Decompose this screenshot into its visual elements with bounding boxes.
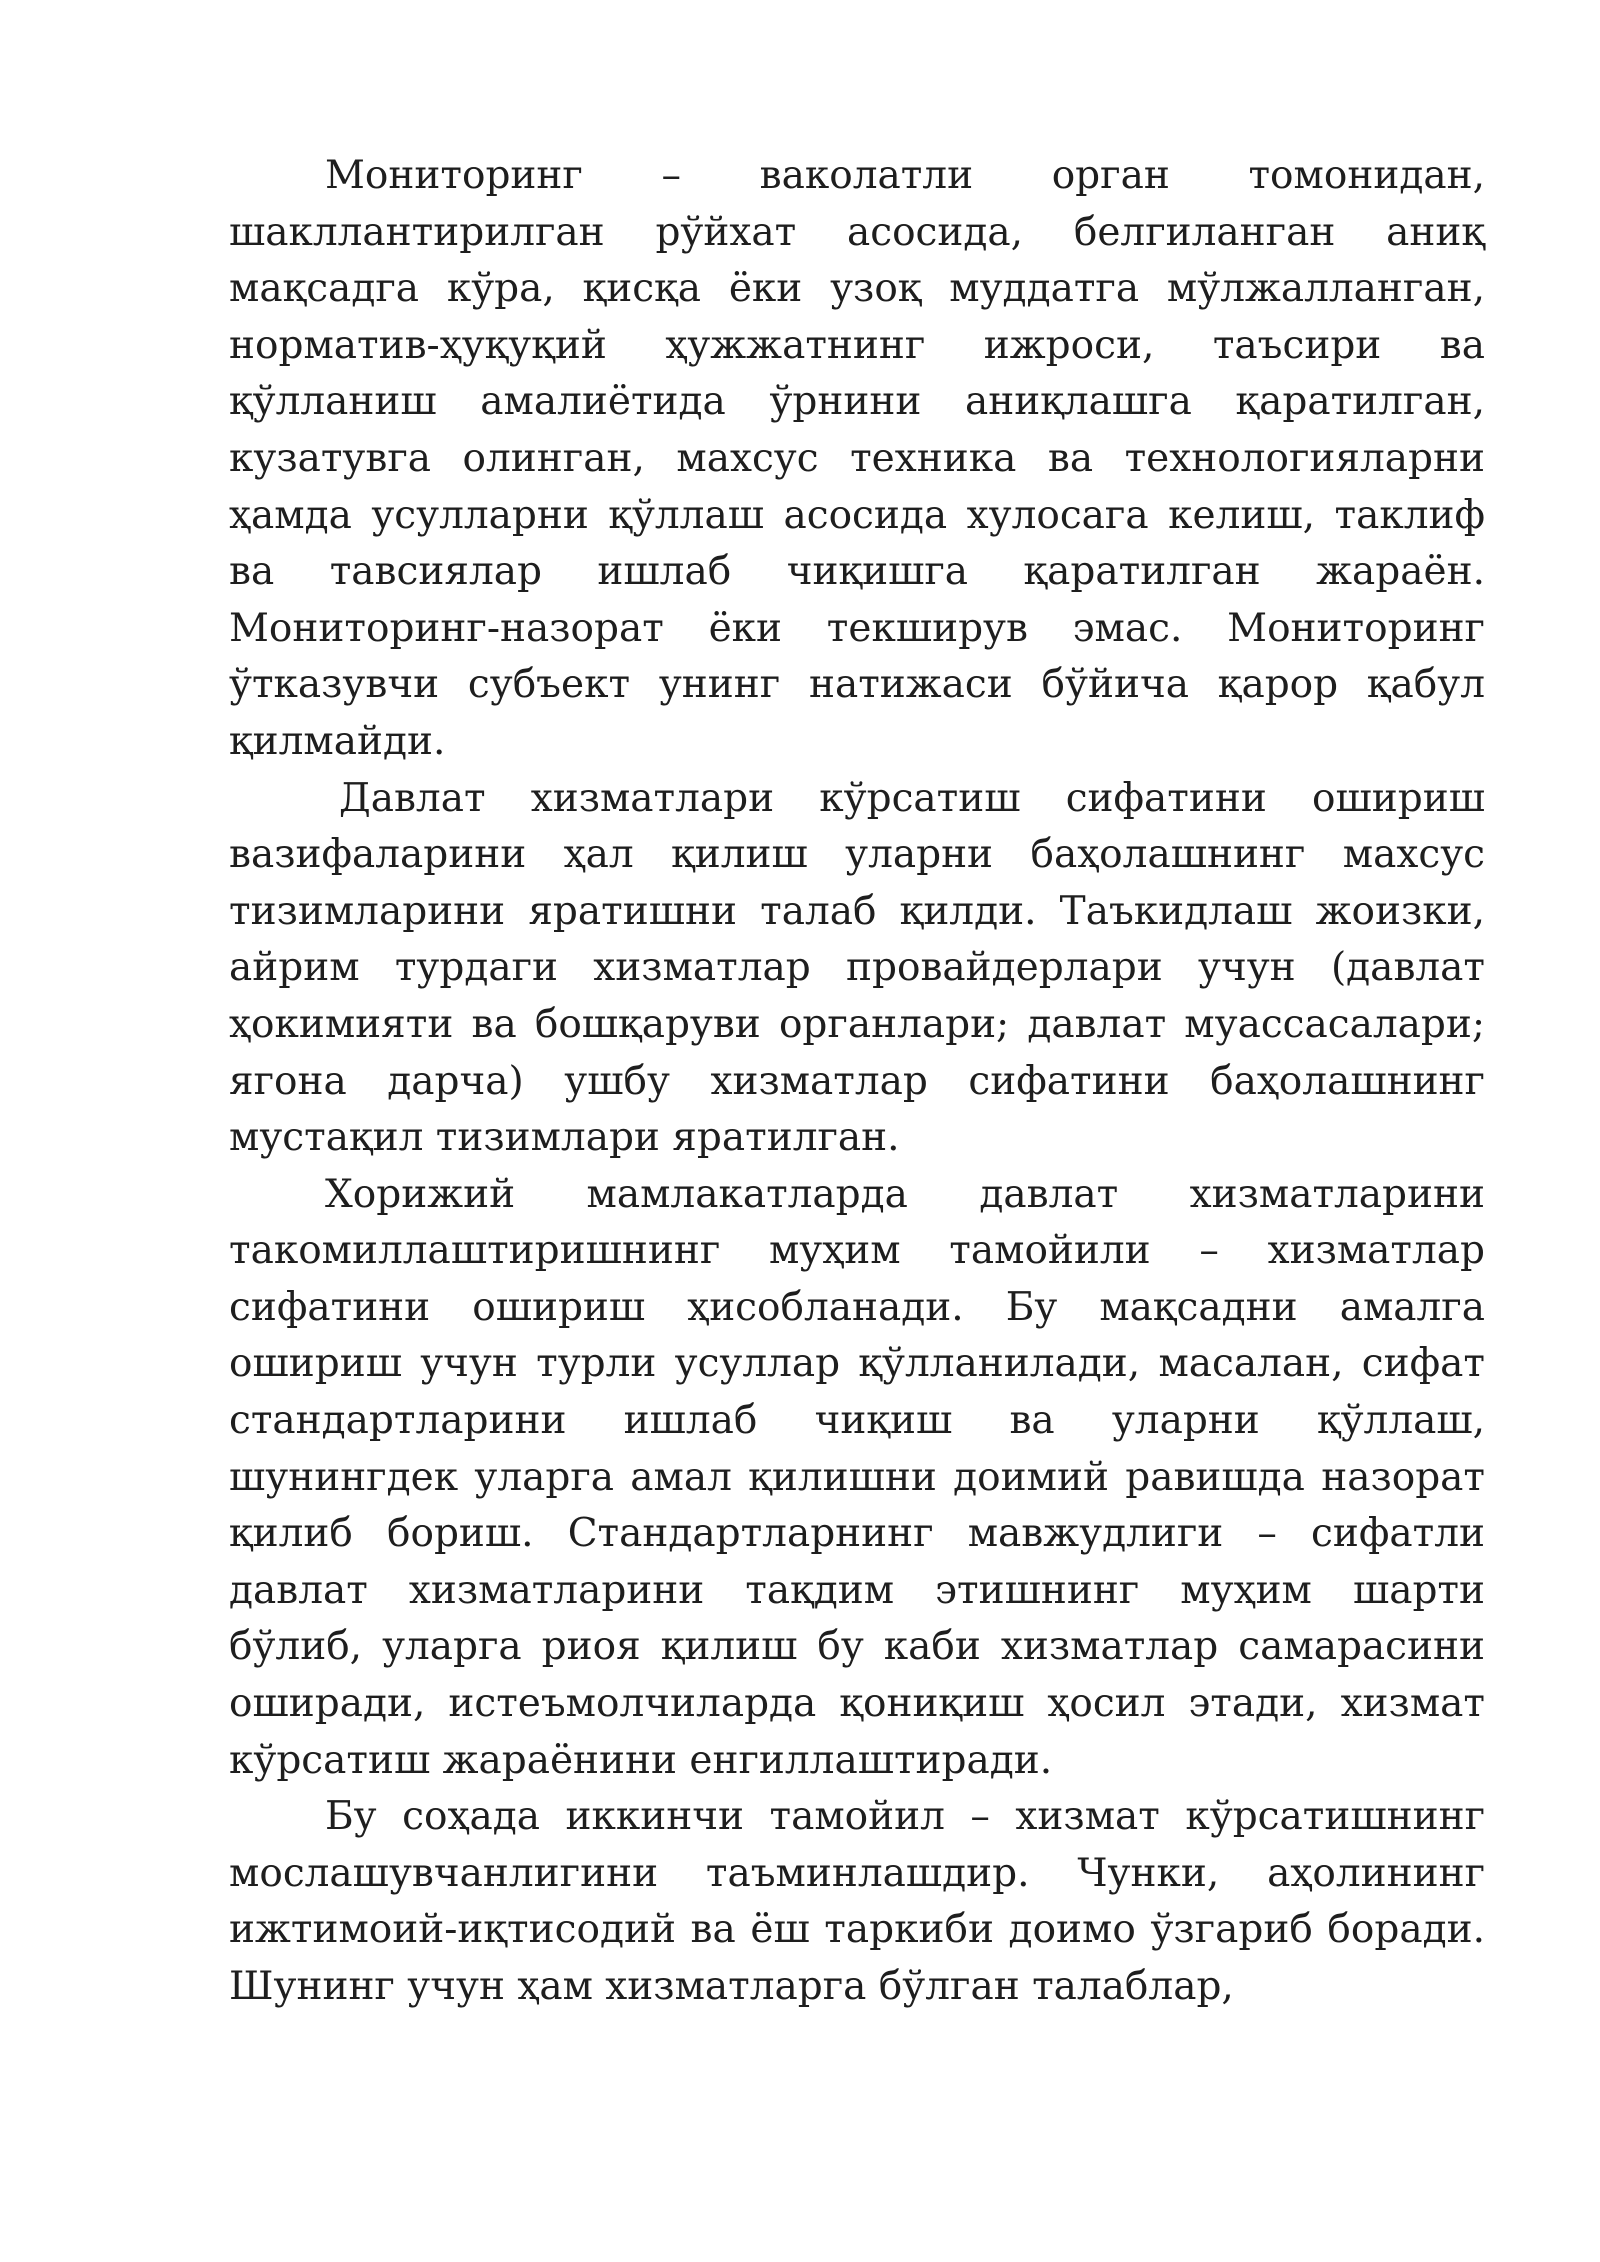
document-body bbox=[229, 148, 1485, 2016]
paragraph-monitoring-definition: Мониторинг – ваколатли орган томонидан, шакллантирилган рўйхат асосида, белгиланган аниқ мақсадга кўра, қисқа ёки узоқ муддатга мўлжалланган, норматив-ҳуқуқий ҳужжатнинг ижроси, таъсири ва қўлланиш амалиётида ўрнини аниқлашга қаратилган, кузатувга олинган, махсус техника ва технологияларни ҳамда усулларни қўллаш асосида хулосага келиш, таклиф ва тавсиялар ишлаб чиқишга қаратилган жараён. Мониторинг-назорат ёки текширув эмас. Мониторинг ўтказувчи субъект унинг натижаси бўйича қарор қабул қилмайди. bbox=[229, 153, 1485, 764]
paragraph-second-principle: Бу соҳада иккинчи тамойил – хизмат кўрсатишнинг мослашувчанлигини таъминлашдир. Чунки, аҳолининг ижтимоий-иқтисодий ва ёш таркиби доимо ўзгариб боради. Шунинг учун ҳам хизматларга бўлган талаблар, bbox=[229, 1794, 1485, 2009]
paragraph-service-quality-systems: Давлат хизматлари кўрсатиш сифатини ошириш вазифаларини ҳал қилиш уларни баҳолашнинг махсус тизимларини яратишни талаб қилди. Таъкидлаш жоизки, айрим турдаги хизматлар провайдерлари учун (давлат ҳокимияти ва бошқаруви органлари; давлат муассасалари; ягона дарча) ушбу хизматлар сифатини баҳолашнинг мустақил тизимлари яратилган. bbox=[229, 775, 1485, 1161]
paragraph-foreign-principles: Хорижий мамлакатларда давлат хизматларини такомиллаштиришнинг муҳим тамойили – хизматлар сифатини ошириш ҳисобланади. Бу мақсадни амалга ошириш учун турли усуллар қўлланилади, масалан, сифат стандартларини ишлаб чиқиш ва уларни қўллаш, шунингдек уларга амал қилишни доимий равишда назорат қилиб бориш. Стандартларнинг мавжудлиги – сифатли давлат хизматларини тақдим этишнинг муҳим шарти бўлиб, уларга риоя қилиш бу каби хизматлар самарасини оширади, истеъмолчиларда қониқиш ҳосил этади, хизмат кўрсатиш жараёнини енгиллаштиради. bbox=[229, 1171, 1485, 1783]
